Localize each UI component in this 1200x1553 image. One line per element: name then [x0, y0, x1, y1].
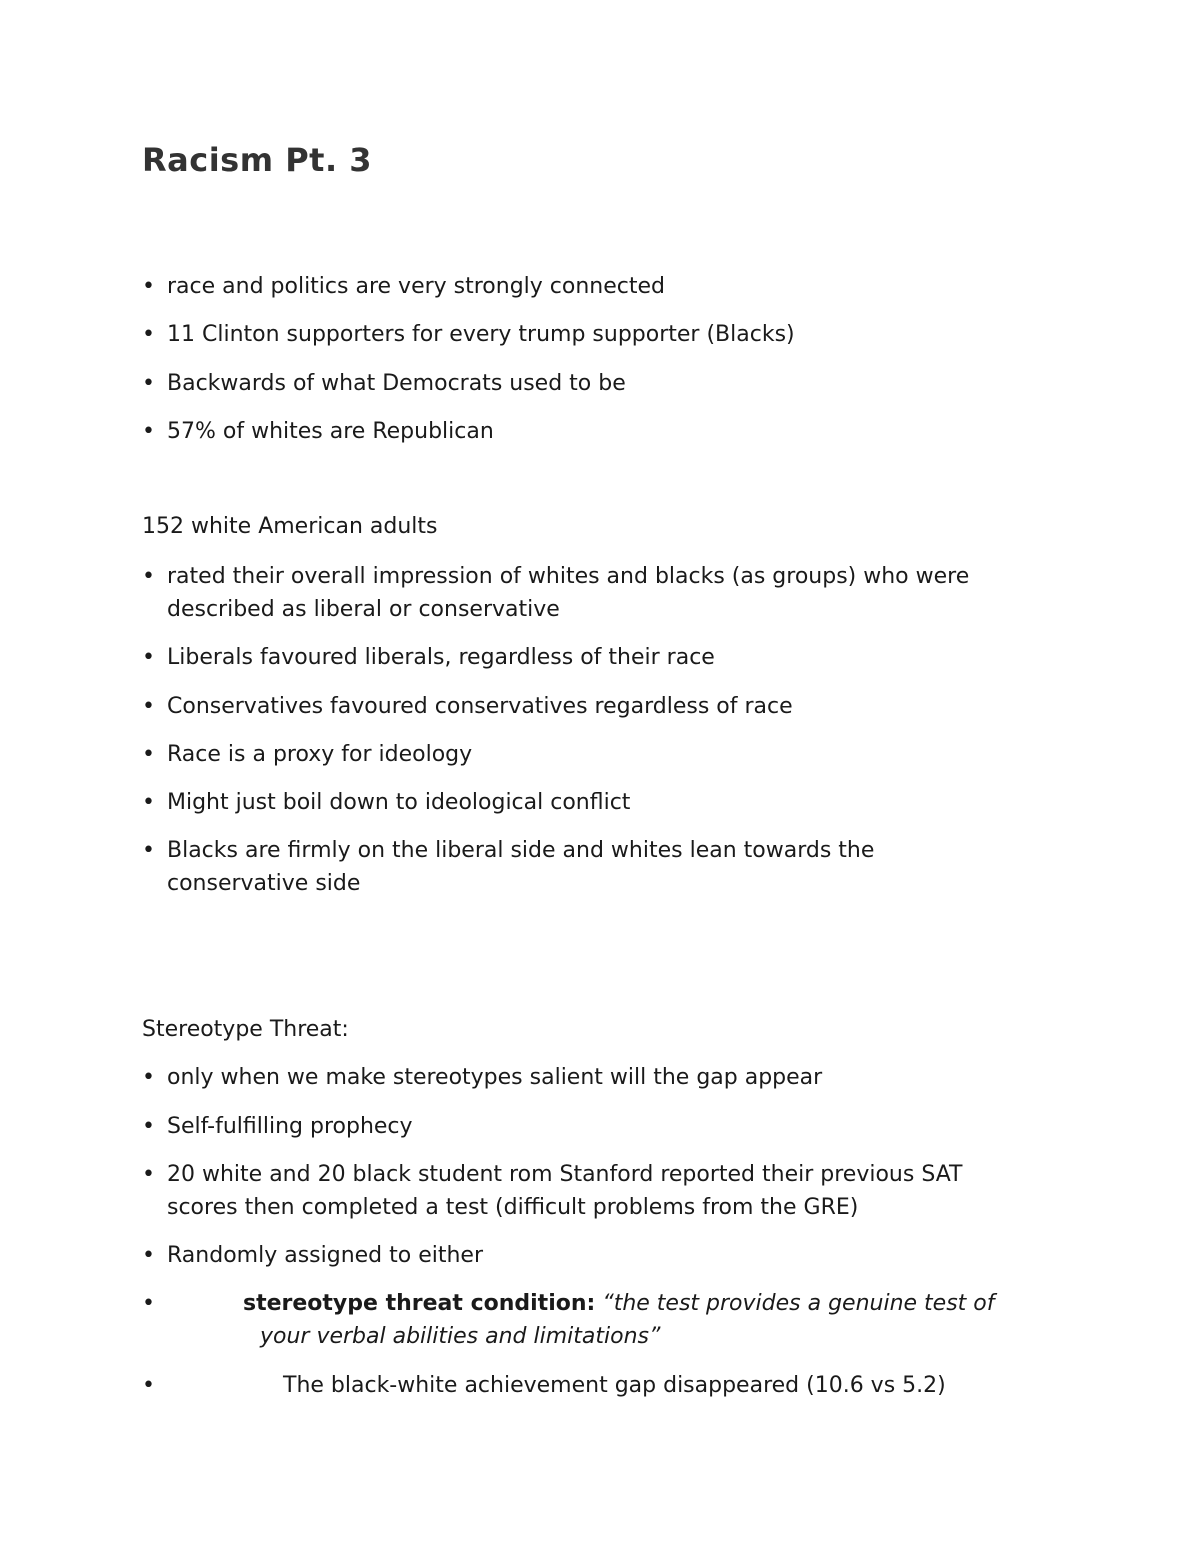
bullet-icon: • — [142, 1243, 155, 1268]
bullet-icon: • — [142, 419, 155, 444]
list-item — [142, 1239, 1062, 1272]
bullet-icon: • — [142, 274, 155, 299]
list-item — [142, 560, 1062, 626]
page-title: Racism Pt. 3 — [142, 141, 373, 179]
bullet-icon: • — [142, 694, 155, 719]
list-item — [142, 690, 1062, 723]
list-item — [142, 641, 1062, 674]
list-item-threat-condition — [142, 1287, 1062, 1353]
list-item-text: Race is a proxy for ideology — [167, 742, 473, 767]
list-item-text: rated their overall impression of whites and blacks (as groups) who were — [167, 564, 970, 589]
list-item-text: Might just boil down to ideological conflict — [167, 790, 631, 815]
bullet-icon: • — [142, 564, 155, 589]
list-item — [142, 1061, 1062, 1094]
list-item — [142, 834, 1062, 900]
bullet-icon: • — [142, 742, 155, 767]
list-item — [142, 318, 1062, 351]
list-item-text: 20 white and 20 black student rom Stanford reported their previous SAT — [167, 1162, 963, 1187]
gap-result-text: The black-white achievement gap disappeared (10.6 vs 5.2) — [283, 1373, 946, 1398]
bullet-icon: • — [142, 1291, 155, 1316]
list-item — [142, 415, 1062, 448]
list-item — [142, 367, 1062, 400]
list-item-text: race and politics are very strongly connected — [167, 274, 665, 299]
list-item — [142, 270, 1062, 303]
bullet-icon: • — [142, 371, 155, 396]
list-item-text: 57% of whites are Republican — [167, 419, 494, 444]
bullet-icon: • — [142, 1065, 155, 1090]
list-item-gap-result — [142, 1369, 1062, 1402]
list-item-text: Conservatives favoured conservatives regardless of race — [167, 694, 793, 719]
list-item — [142, 1110, 1062, 1143]
list-item-text: Backwards of what Democrats used to be — [167, 371, 626, 396]
list-item — [142, 786, 1062, 819]
list-item-text-continued: conservative side — [167, 871, 361, 896]
list-item-text-continued: scores then completed a test (difficult problems from the GRE) — [167, 1195, 859, 1220]
list-item-text: Liberals favoured liberals, regardless of their race — [167, 645, 715, 670]
threat-condition-text — [243, 1287, 1062, 1320]
bullet-icon: • — [142, 645, 155, 670]
threat-condition-label: stereotype threat condition: — [243, 1291, 596, 1316]
threat-condition-quote: “the test provides a genuine test of — [602, 1291, 995, 1316]
list-item — [142, 1158, 1062, 1224]
bullet-icon: • — [142, 838, 155, 863]
section-heading: 152 white American adults — [142, 514, 438, 539]
threat-condition-text-continued — [243, 1320, 1062, 1353]
list-item-text: 11 Clinton supporters for every trump supporter (Blacks) — [167, 322, 795, 347]
bullet-icon: • — [142, 1114, 155, 1139]
threat-condition-quote-continued: your verbal abilities and limitations” — [260, 1324, 661, 1349]
bullet-icon: • — [142, 1373, 155, 1398]
list-item-text: Blacks are firmly on the liberal side and whites lean towards the — [167, 838, 875, 863]
bullet-icon: • — [142, 322, 155, 347]
bullet-icon: • — [142, 1162, 155, 1187]
section-heading: Stereotype Threat: — [142, 1017, 349, 1042]
list-item-text: only when we make stereotypes salient will the gap appear — [167, 1065, 823, 1090]
list-item-text: Randomly assigned to either — [167, 1243, 484, 1268]
list-item-text-continued: described as liberal or conservative — [167, 597, 560, 622]
list-item-text: Self-fulfilling prophecy — [167, 1114, 413, 1139]
bullet-icon: • — [142, 790, 155, 815]
list-item — [142, 738, 1062, 771]
